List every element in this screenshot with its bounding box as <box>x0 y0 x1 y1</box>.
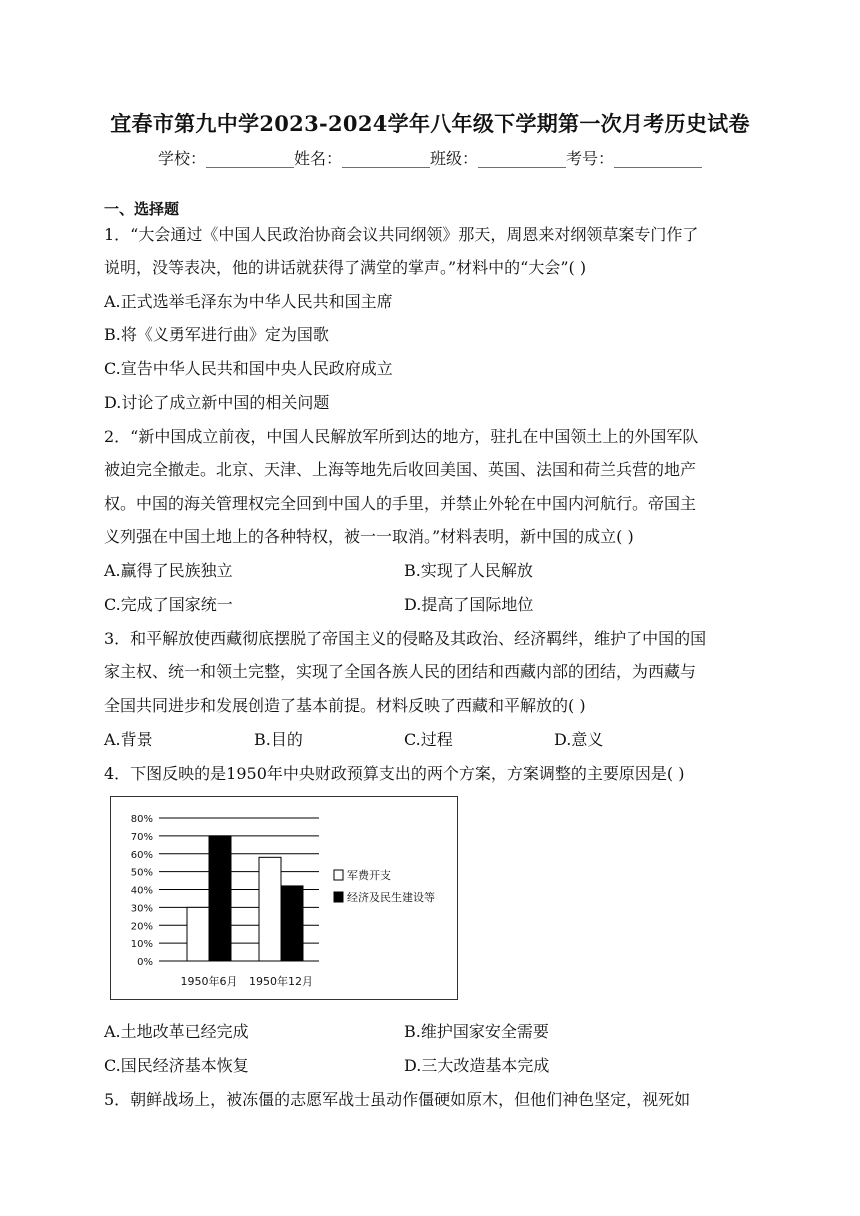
q3-option-a: A.背景 <box>104 730 153 749</box>
q2-line-1: 2．“新中国成立前夜，中国人民解放军所到达的地方，驻扎在中国领土上的外国军队 <box>104 427 699 446</box>
legend-label: 经济及民生建设等 <box>347 891 435 904</box>
q1-line-1: 1．“大会通过《中国人民政治协商会议共同纲领》那天，周恩来对纲领草案专门作了 <box>104 225 699 244</box>
q2-option-d: D.提高了国际地位 <box>404 595 534 614</box>
q3-option-d: D.意义 <box>554 730 604 749</box>
y-tick-label: 20% <box>130 921 153 933</box>
q2-option-a: A.赢得了民族独立 <box>104 561 233 580</box>
bar-military <box>259 857 281 961</box>
exam-title: 宜春市第九中学2023-2024学年八年级下学期第一次月考历史试卷 <box>110 111 750 136</box>
section-heading: 一、选择题 <box>104 200 180 218</box>
q4-option-b: B.维护国家安全需要 <box>404 1022 549 1041</box>
q1-line-2: 说明，没等表决，他的讲话就获得了满堂的掌声。”材料中的“大会”( ) <box>104 258 587 277</box>
bar-economy <box>281 886 303 961</box>
y-tick-label: 60% <box>130 849 153 861</box>
q4-option-a: A.土地改革已经完成 <box>104 1022 249 1041</box>
bar-military <box>187 907 209 961</box>
x-category-label: 1950年6月 <box>180 975 238 988</box>
q1-option-d: D.讨论了成立新中国的相关问题 <box>104 393 330 412</box>
q1-option-c: C.宣告中华人民共和国中央人民政府成立 <box>104 359 393 378</box>
y-tick-label: 40% <box>130 885 153 897</box>
q2-option-b: B.实现了人民解放 <box>404 561 533 580</box>
y-tick-label: 80% <box>130 814 153 825</box>
q3-option-c: C.过程 <box>404 730 453 749</box>
q4-option-d: D.三大改造基本完成 <box>404 1056 550 1075</box>
budget-bar-chart <box>110 796 458 1000</box>
q2-line-3: 权。中国的海关管理权完全回到中国人的手里，并禁止外轮在中国内河航行。帝国主 <box>104 494 697 513</box>
y-tick-label: 50% <box>130 867 153 879</box>
q2-line-4: 义列强在中国土地上的各种特权，被一一取消。”材料表明，新中国的成立( ) <box>104 527 634 546</box>
legend-swatch <box>334 892 343 902</box>
chart-canvas <box>111 797 457 999</box>
q3-line-2: 家主权、统一和领土完整，实现了全国各族人民的团结和西藏内部的团结，为西藏与 <box>104 662 697 681</box>
q3-option-b: B.目的 <box>254 730 303 749</box>
q3-line-1: 3．和平解放使西藏彻底摆脱了帝国主义的侵略及其政治、经济羁绊，维护了中国的国 <box>104 629 707 648</box>
q4-line-1: 4．下图反映的是1950年中央财政预算支出的两个方案，方案调整的主要原因是( ) <box>104 764 685 783</box>
q4-option-c: C.国民经济基本恢复 <box>104 1056 249 1075</box>
q3-line-3: 全国共同进步和发展创造了基本前提。材料反映了西藏和平解放的( ) <box>104 696 586 715</box>
q1-option-b: B.将《义勇军进行曲》定为国歌 <box>104 325 329 344</box>
legend-label: 军费开支 <box>347 869 391 882</box>
q2-line-2: 被迫完全撤走。北京、天津、上海等地先后收回美国、英国、法国和荷兰兵营的地产 <box>104 460 697 479</box>
bar-economy <box>209 836 231 961</box>
x-category-label: 1950年12月 <box>249 975 313 988</box>
y-tick-label: 10% <box>130 939 153 951</box>
y-tick-label: 30% <box>130 903 153 915</box>
y-tick-label: 70% <box>130 831 153 843</box>
q1-option-a: A.正式选举毛泽东为中华人民共和国主席 <box>104 292 393 311</box>
legend-swatch <box>334 870 343 880</box>
student-info-line: 学校：___________姓名：___________班级：___________考号：___________ <box>157 149 702 168</box>
q2-option-c: C.完成了国家统一 <box>104 595 233 614</box>
y-tick-label: 0% <box>137 957 153 968</box>
q5-line-1: 5．朝鲜战场上，被冻僵的志愿军战士虽动作僵硬如原木，但他们神色坚定，视死如 <box>104 1090 691 1109</box>
